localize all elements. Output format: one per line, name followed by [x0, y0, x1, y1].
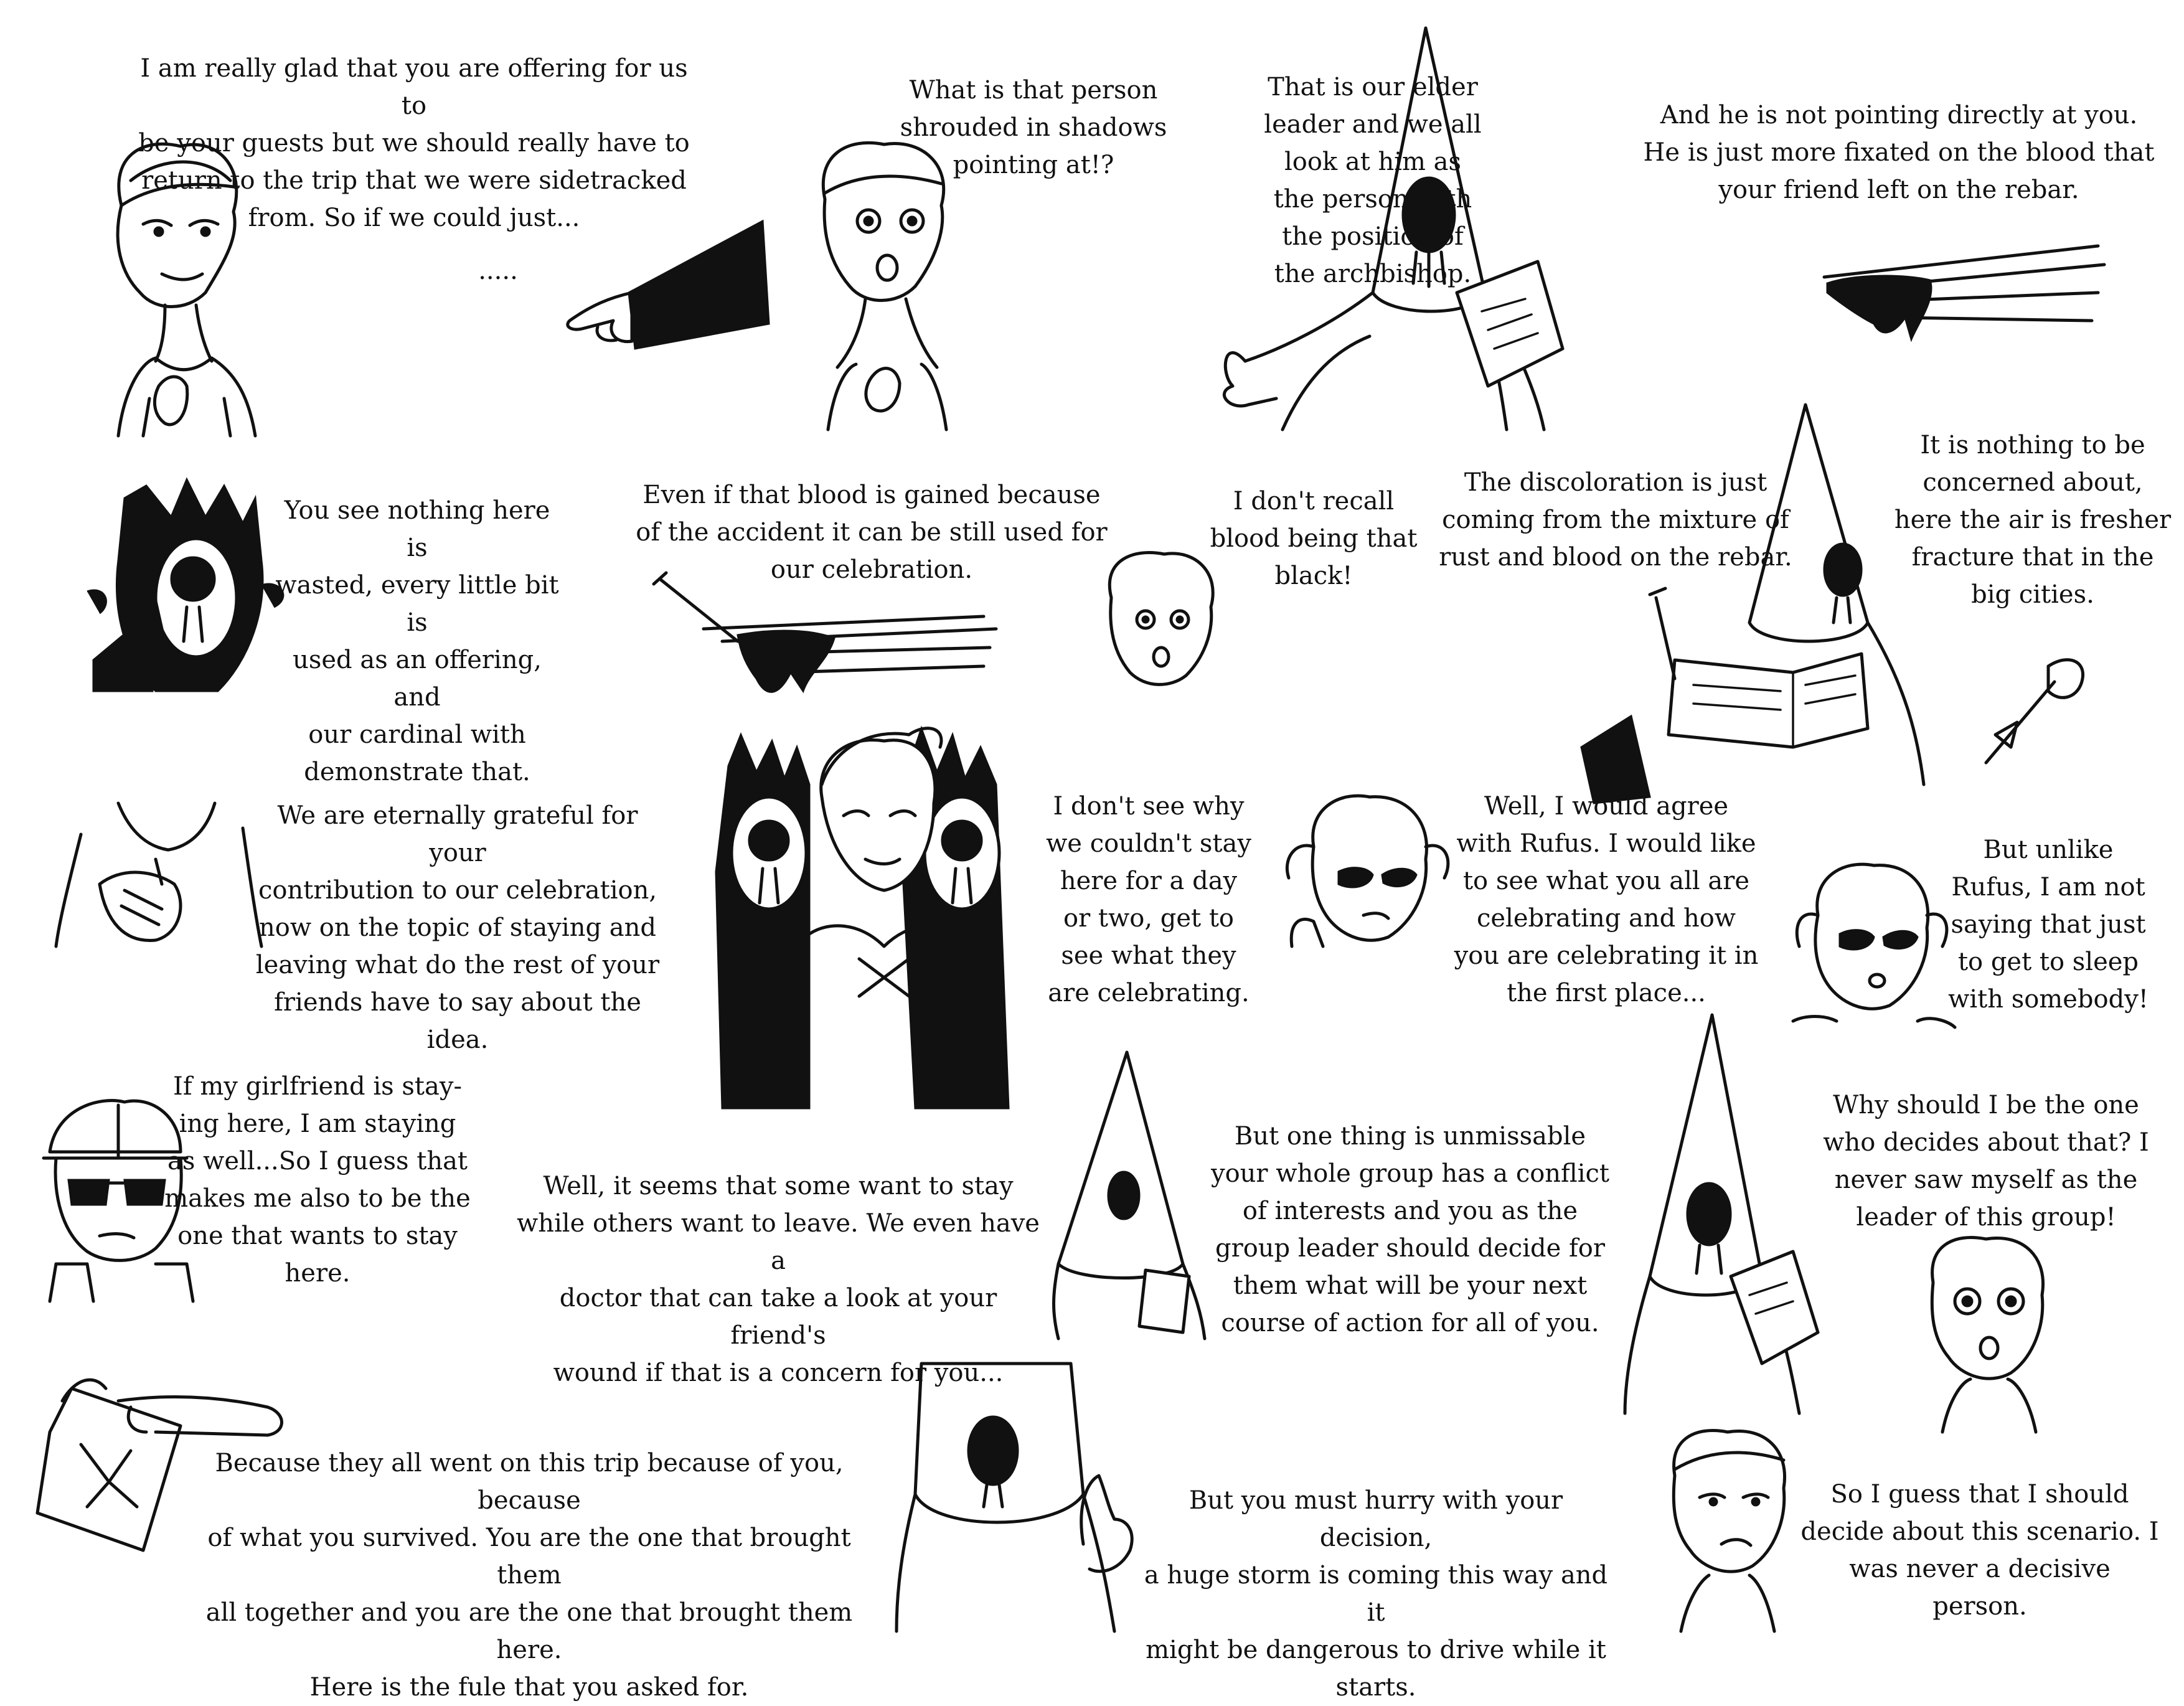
caption-10: It is nothing to be concerned about, here the air is fresher fracture that in the big cities.: [1894, 431, 2172, 609]
caption-8: I don't recall blood being that black!: [1210, 487, 1418, 590]
hooded-figure-with-book-small: [1054, 1052, 1205, 1339]
caption-11: We are eternally grateful for your contribution to our celebration, now on the topic of staying and leaving what do the rest of your friends have to say about the idea.: [255, 801, 660, 1054]
bloody-rebar: [1824, 246, 2104, 339]
small-brush: [1986, 660, 2083, 763]
girl-glasses-figure: [1287, 796, 1447, 946]
hands-clasped-figure: [56, 803, 261, 946]
protagonist-scared-figure: [1932, 1238, 2043, 1432]
caption-5: And he is not pointing directly at you. He is just more fixated on the blood that your friend left on the rebar.: [1643, 101, 2155, 204]
caption-4: That is our elder leader and we all look at him as the person with the position of the archbishop.: [1264, 73, 1482, 288]
caption-3: What is that person shrouded in shadows pointing at!?: [900, 76, 1167, 179]
caption-20: But you must hurry with your decision, a huge storm is coming this way and it might be dangerous to drive while it starts.: [1144, 1486, 1608, 1702]
hooded-figure-raising-hand: [897, 1364, 1132, 1631]
rufus-with-cardinals-figure: [716, 728, 1009, 1108]
caption-1: I am really glad that you are offering for us to be your guests but we should really have to return to the trip that we were sidetracked from. So if we could just...: [138, 54, 690, 232]
caption-6: You see nothing here is wasted, every little bit is used as an offering, and our cardinal with demonstrate that.: [275, 496, 559, 786]
caption-9: The discoloration is just coming from the mixture of rust and blood on the rebar.: [1439, 468, 1792, 572]
protagonist-resigned-figure: [1673, 1431, 1784, 1631]
caption-14: But unlike Rufus, I am not saying that just to get to sleep with somebody!: [1948, 836, 2149, 1014]
caption-21: So I guess that I should decide about this scenario. I was never a decisive person.: [1800, 1480, 2159, 1621]
caption-17: But one thing is unmissable your whole group has a conflict of interests and you as the group leader should decide for them what will be your next course of action for all of you.: [1210, 1122, 1610, 1337]
caption-7: Even if that blood is gained because of the accident it can be still used for our celebration.: [636, 481, 1108, 584]
protagonist-worried-face: [1109, 553, 1213, 685]
shadow-pointing-hand: [568, 221, 769, 349]
caption-18: Why should I be the one who decides about that? I never saw myself as the leader of this group!: [1823, 1091, 2149, 1232]
cardinal-with-brush-figure: [87, 479, 283, 691]
caption-2: .....: [478, 257, 518, 285]
caption-15: If my girlfriend is stay- ing here, I am staying as well...So I guess that makes me also to be the one that wants to stay here.: [164, 1072, 471, 1288]
brush-on-rebar: [654, 573, 996, 692]
caption-13: Well, I would agree with Rufus. I would like to see what you all are celebrating and how you are celebrating it in the first place...: [1454, 792, 1759, 1007]
protagonist-shocked-figure: [823, 143, 946, 430]
hooded-figure-pointing-book: [1625, 1015, 1818, 1413]
caption-19: Because they all went on this trip because of you, because of what you survived. You are the one that brought them all together and you are the one that brought them here. Here is the fule that you asked for.: [205, 1449, 853, 1702]
caption-16: Well, it seems that some want to stay while others want to leave. We even have a doctor that can take a look at your friend's wound if that is a concern for you...: [517, 1172, 1040, 1387]
caption-12: I don't see why we couldn't stay here for a day or two, get to see what they are celebrating.: [1046, 792, 1251, 1007]
